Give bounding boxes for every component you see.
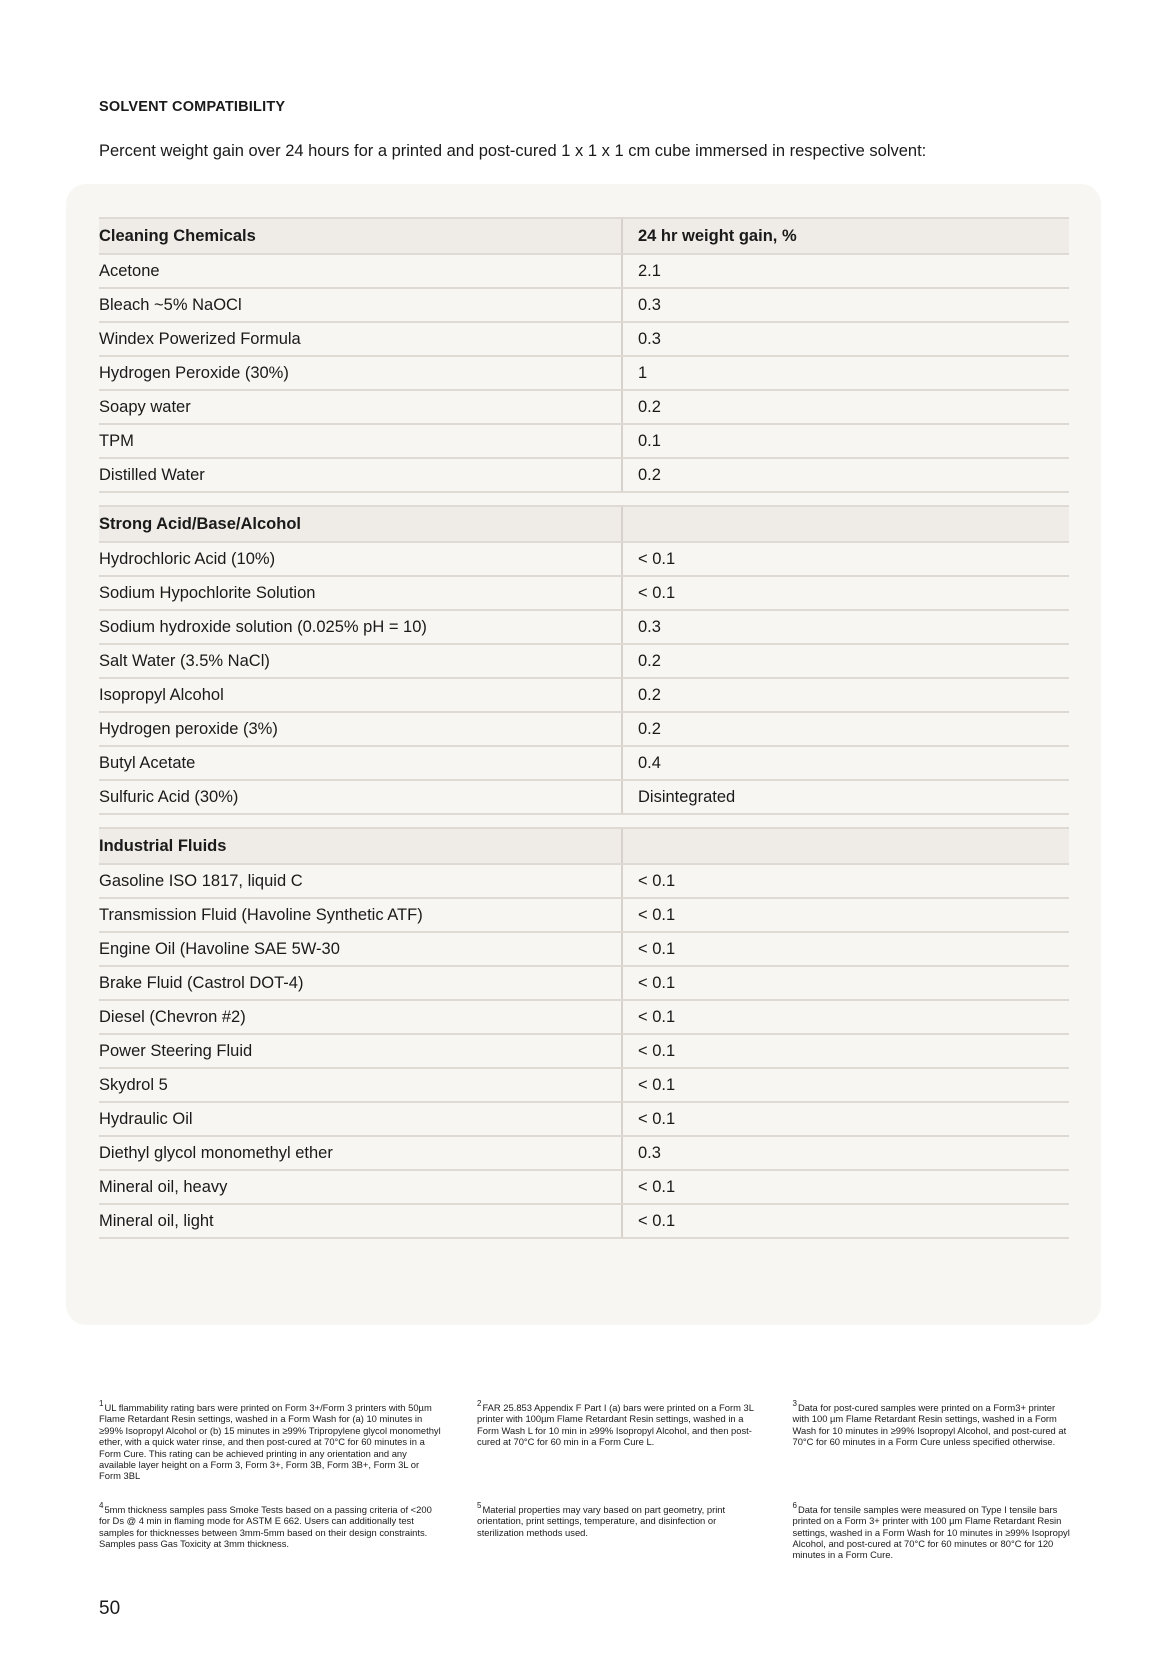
footnote-text: 5mm thickness samples pass Smoke Tests based on a passing criteria of <200 for Ds @ 4 min in flaming mode for ASTM E 662. Users can additionally test samples for thicknesses between 3mm-5mm based on their design constraints. Samples pass Gas Toxicity at 3mm thickness.: [99, 1503, 432, 1550]
section-title: SOLVENT COMPATIBILITY: [99, 99, 286, 115]
intro-text: Percent weight gain over 24 hours for a printed and post-cured 1 x 1 x 1 cm cube immersed in respective solvent:: [99, 142, 927, 160]
table-row: [99, 543, 1069, 577]
weight-gain-value: < 0.1: [638, 549, 676, 568]
table-row: [99, 1001, 1069, 1035]
weight-gain-value: 0.4: [638, 753, 661, 772]
weight-gain-value: 0.3: [638, 329, 661, 348]
footnote-number: 4: [99, 1500, 104, 1510]
solvent-name: Engine Oil (Havoline SAE 5W-30: [99, 933, 623, 965]
solvent-name: Windex Powerized Formula: [99, 323, 623, 355]
weight-gain-value: 0.2: [638, 685, 661, 704]
footnote: [99, 1399, 443, 1482]
table-row: [99, 357, 1069, 391]
group-header-label: Cleaning Chemicals: [99, 219, 623, 253]
weight-gain-value: 0.3: [638, 295, 661, 314]
footnote-text: Data for post-cured samples were printed on a Form3+ printer with 100 µm Flame Retardant Resin settings, washed in a Form Wash for 10 minutes in ≥99% Isopropyl Alcohol, and post-cured at 70°C for 60 minutes in a Form Cure unless specified otherwise.: [792, 1402, 1067, 1448]
weight-gain-value: 0.3: [638, 1143, 661, 1162]
weight-gain-value: 0.2: [638, 651, 661, 670]
solvent-name: Butyl Acetate: [99, 747, 623, 779]
weight-gain-value: < 0.1: [638, 583, 676, 602]
solvent-name: Brake Fluid (Castrol DOT-4): [99, 967, 623, 999]
table-row: [99, 679, 1069, 713]
table-group-header: [99, 219, 1069, 255]
weight-gain-value: 0.2: [638, 465, 661, 484]
solvent-name: Distilled Water: [99, 459, 623, 491]
table-row: [99, 1137, 1069, 1171]
table-row: [99, 781, 1069, 815]
footnote-text: UL flammability rating bars were printed on Form 3+/Form 3 printers with 50µm Flame Retardant Resin settings, washed in a Form Wash for (a) 10 minutes in ≥99% Isopropyl Alcohol or (b) 15 minutes in ≥99% Tripropylene glycol monomethyl ether, with a quick water rinse, and then post-cured at 70°C for 60 minutes in a Form Cure. This rating can be achieved printing in any orientation and any available layer height on a Form 3, Form 3+, Form 3B, Form 3B+, Form 3L or Form 3BL: [99, 1402, 441, 1482]
footnote: [477, 1500, 759, 1561]
footnote-number: 2: [477, 1399, 482, 1408]
solvent-name: Bleach ~5% NaOCl: [99, 289, 623, 321]
footnote: [792, 1500, 1075, 1561]
footnote: [792, 1399, 1075, 1482]
table-group: [99, 505, 1069, 815]
table-row: [99, 289, 1069, 323]
table-row: [99, 323, 1069, 357]
solvent-name: Mineral oil, light: [99, 1205, 623, 1237]
page-number: 50: [99, 1598, 121, 1619]
weight-gain-value: 0.1: [638, 431, 661, 450]
solvent-name: Diesel (Chevron #2): [99, 1001, 623, 1033]
solvent-name: Hydrogen peroxide (3%): [99, 713, 623, 745]
footnote-text: Material properties may vary based on part geometry, print orientation, print settings, temperature, and disinfection or sterilization methods used.: [477, 1503, 726, 1538]
solvent-name: Sulfuric Acid (30%): [99, 781, 623, 813]
table-row: [99, 899, 1069, 933]
weight-gain-value: < 0.1: [638, 1177, 676, 1196]
solvent-name: Gasoline ISO 1817, liquid C: [99, 865, 623, 897]
solvent-name: Power Steering Fluid: [99, 1035, 623, 1067]
footnote-text: FAR 25.853 Appendix F Part I (a) bars were printed on a Form 3L printer with 100µm Flame Retardant Resin settings, washed in a Form Wash L for 10 min in ≥99% Isopropyl Alcohol, and then post-cured at 70°C for 60 min in a Form Cure L.: [477, 1402, 754, 1448]
group-header-label: Strong Acid/Base/Alcohol: [99, 507, 623, 541]
table-group: [99, 217, 1069, 493]
table-row: [99, 611, 1069, 645]
table-row: [99, 1171, 1069, 1205]
weight-gain-value: < 0.1: [638, 871, 676, 890]
weight-gain-value: 1: [638, 363, 648, 382]
weight-gain-value: < 0.1: [638, 1007, 676, 1026]
weight-gain-value: Disintegrated: [638, 787, 736, 806]
weight-gain-value: 2.1: [638, 261, 661, 280]
table-row: [99, 747, 1069, 781]
footnotes: [99, 1399, 1074, 1561]
footnote-number: 5: [477, 1500, 482, 1510]
table-group-header: [99, 507, 1069, 543]
footnote: [99, 1500, 443, 1561]
weight-gain-value: < 0.1: [638, 1109, 676, 1128]
table-row: [99, 967, 1069, 1001]
table-row: [99, 1035, 1069, 1069]
footnote: [477, 1399, 759, 1482]
weight-gain-value: 0.3: [638, 617, 661, 636]
weight-gain-value: < 0.1: [638, 1211, 676, 1230]
footnote-number: 1: [99, 1399, 104, 1408]
solvent-name: Transmission Fluid (Havoline Synthetic ATF): [99, 899, 623, 931]
table-row: [99, 391, 1069, 425]
solvent-name: Skydrol 5: [99, 1069, 623, 1101]
solvent-name: Mineral oil, heavy: [99, 1171, 623, 1203]
group-header-label: Industrial Fluids: [99, 829, 623, 863]
table-row: [99, 459, 1069, 493]
table-row: [99, 577, 1069, 611]
table-row: [99, 1103, 1069, 1137]
weight-gain-value: < 0.1: [638, 1041, 676, 1060]
solvent-name: TPM: [99, 425, 623, 457]
table-row: [99, 1069, 1069, 1103]
table-row: [99, 645, 1069, 679]
solvent-compatibility-table: [99, 217, 1069, 1251]
weight-gain-value: 0.2: [638, 397, 661, 416]
solvent-name: Hydrochloric Acid (10%): [99, 543, 623, 575]
table-group: [99, 827, 1069, 1239]
table-row: [99, 713, 1069, 747]
table-group-header: [99, 829, 1069, 865]
weight-gain-value: < 0.1: [638, 905, 676, 924]
footnote-text: Data for tensile samples were measured on Type I tensile bars printed on a Form 3+ printer with 100 µm Flame Retardant Resin settings, washed in a Form Wash for 10 minutes in ≥99% Isopropyl Alcohol, and post-cured at 70°C for 60 minutes or 80°C for 120 minutes in a Form Cure.: [792, 1503, 1070, 1561]
table-row: [99, 425, 1069, 459]
weight-gain-value: 0.2: [638, 719, 661, 738]
table-row: [99, 1205, 1069, 1239]
solvent-name: Salt Water (3.5% NaCl): [99, 645, 623, 677]
solvent-name: Diethyl glycol monomethyl ether: [99, 1137, 623, 1169]
table-row: [99, 865, 1069, 899]
solvent-name: Sodium Hypochlorite Solution: [99, 577, 623, 609]
table-row: [99, 933, 1069, 967]
weight-gain-value: < 0.1: [638, 1075, 676, 1094]
weight-gain-value: < 0.1: [638, 973, 676, 992]
group-header-value: 24 hr weight gain, %: [638, 226, 797, 245]
solvent-name: Acetone: [99, 255, 623, 287]
footnote-number: 6: [792, 1500, 797, 1510]
group-header-value: [623, 829, 1069, 863]
solvent-name: Soapy water: [99, 391, 623, 423]
solvent-name: Hydraulic Oil: [99, 1103, 623, 1135]
footnote-number: 3: [792, 1399, 797, 1408]
table-row: [99, 255, 1069, 289]
solvent-name: Sodium hydroxide solution (0.025% pH = 10): [99, 611, 623, 643]
solvent-name: Isopropyl Alcohol: [99, 679, 623, 711]
weight-gain-value: < 0.1: [638, 939, 676, 958]
group-header-value: [623, 507, 1069, 541]
solvent-name: Hydrogen Peroxide (30%): [99, 357, 623, 389]
